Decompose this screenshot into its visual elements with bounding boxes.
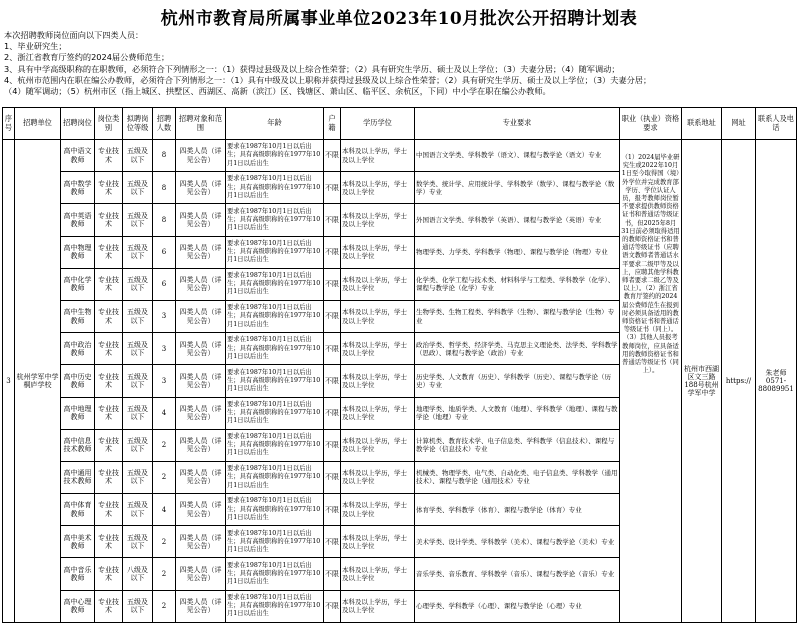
recruitment-table: [2, 107, 797, 623]
cell-education: 本科及以上学历，学士及以上学位: [341, 140, 415, 172]
cell-major: 生物学类、生物工程类、学科教学（生物）、课程与教学论（生物）专业: [415, 300, 620, 332]
cell-hukou: 不限: [324, 590, 341, 622]
header-post: 招聘岗位: [61, 108, 95, 140]
cell-education: 本科及以上学历，学士及以上学位: [341, 268, 415, 300]
cell-hukou: 不限: [324, 494, 341, 526]
cell-age: 要求在1987年10月1日以后出生；具有高级职称的在1977年10月1日以后出生: [226, 172, 324, 204]
cell-level: 五级及以下: [123, 333, 153, 365]
cell-age: 要求在1987年10月1日以后出生；具有高级职称的在1977年10月1日以后出生: [226, 397, 324, 429]
header-address: 联系地址: [682, 108, 722, 140]
cell-hukou: 不限: [324, 204, 341, 236]
cell-qualification: （1）2024届毕业研究生或2022年10月1日至今取得国（境）外学位并完成教育部学历、学位认证人员，报考教师岗位暂不要求提供教师资格证书和普通话等级证书，但2025年8月31日前必须取得适用的教师资格证书和普通话等级证书（应聘语文教师者普通话水平要求二级甲等及以上，应聘其他学科教师者要求二级乙等及以上）。（2）浙江省教育厅签约的2024届公费师范生在报到时必须具备适用的教师资格证书和普通话等级证书（同上）。（3）其他人员报考教师岗位，应具备适用的教师资格证书和普通话等级证书（同上）。: [620, 140, 682, 623]
cell-category: 专业技术: [95, 140, 123, 172]
cell-post: 高中语文教师: [61, 140, 95, 172]
cell-count: 8: [153, 140, 176, 172]
cell-level: 五级及以下: [123, 172, 153, 204]
cell-category: 专业技术: [95, 365, 123, 397]
cell-target: 四类人员（详见公告）: [176, 365, 226, 397]
cell-level: 五级及以下: [123, 268, 153, 300]
header-hukou: 户籍: [324, 108, 341, 140]
cell-age: 要求在1987年10月1日以后出生；具有高级职称的在1977年10月1日以后出生: [226, 300, 324, 332]
header-count: 招聘人数: [153, 108, 176, 140]
cell-age: 要求在1987年10月1日以后出生；具有高级职称的在1977年10月1日以后出生: [226, 526, 324, 558]
header-age: 年龄: [226, 108, 324, 140]
cell-category: 专业技术: [95, 494, 123, 526]
cell-count: 2: [153, 558, 176, 590]
cell-age: 要求在1987年10月1日以后出生；具有高级职称的在1977年10月1日以后出生: [226, 590, 324, 622]
cell-major: 物理学类、力学类、学科教学（物理）、课程与教学论（物理）专业: [415, 236, 620, 268]
cell-hukou: 不限: [324, 268, 341, 300]
cell-level: 五级及以下: [123, 429, 153, 461]
cell-post: 高中通用技术教师: [61, 461, 95, 493]
note-line: 2、浙江省教育厅签约的2024届公费师范生；: [4, 52, 170, 63]
cell-level: 五级及以下: [123, 204, 153, 236]
cell-target: 四类人员（详见公告）: [176, 140, 226, 172]
cell-contact: 朱老师 0571-88089951: [756, 140, 797, 623]
cell-major: 地理学类、地质学类、人文教育（地理）、学科教学（地理）、课程与教学论（地理）专业: [415, 397, 620, 429]
cell-count: 3: [153, 365, 176, 397]
cell-major: 体育学类、学科教学（体育）、课程与教学论（体育）专业: [415, 494, 620, 526]
cell-address: 杭州市西湖区文三路188号杭州学军中学: [682, 140, 722, 623]
cell-age: 要求在1987年10月1日以后出生；具有高级职称的在1977年10月1日以后出生: [226, 494, 324, 526]
cell-hukou: 不限: [324, 397, 341, 429]
cell-category: 专业技术: [95, 333, 123, 365]
cell-count: 3: [153, 333, 176, 365]
cell-major: 数学类、统计学、应用统计学、学科教学（数学）、课程与教学论（数学）专业: [415, 172, 620, 204]
cell-post: 高中信息技术教师: [61, 429, 95, 461]
cell-category: 专业技术: [95, 236, 123, 268]
cell-major: 中国语言文学类、学科教学（语文）、课程与教学论（语文）专业: [415, 140, 620, 172]
cell-category: 专业技术: [95, 429, 123, 461]
cell-category: 专业技术: [95, 172, 123, 204]
cell-target: 四类人员（详见公告）: [176, 461, 226, 493]
cell-hukou: 不限: [324, 172, 341, 204]
cell-age: 要求在1987年10月1日以后出生；具有高级职称的在1977年10月1日以后出生: [226, 140, 324, 172]
cell-category: 专业技术: [95, 268, 123, 300]
cell-major: 政治学类、哲学类、经济学类、马克思主义理论类、法学类、学科教学（思政）、课程与教学论（政治）专业: [415, 333, 620, 365]
cell-age: 要求在1987年10月1日以后出生；具有高级职称的在1977年10月1日以后出生: [226, 558, 324, 590]
cell-post: 高中数学教师: [61, 172, 95, 204]
cell-hukou: 不限: [324, 526, 341, 558]
cell-category: 专业技术: [95, 461, 123, 493]
header-major: 专业要求: [415, 108, 620, 140]
cell-major: 心理学类、学科教学（心理）、课程与教学论（心理）专业: [415, 590, 620, 622]
note-line: 1、毕业研究生；: [4, 41, 67, 52]
cell-education: 本科及以上学历，学士及以上学位: [341, 526, 415, 558]
cell-category: 专业技术: [95, 204, 123, 236]
cell-target: 四类人员（详见公告）: [176, 236, 226, 268]
cell-count: 8: [153, 204, 176, 236]
cell-education: 本科及以上学历，学士及以上学位: [341, 461, 415, 493]
header-unit: 招聘单位: [15, 108, 61, 140]
cell-post: 高中化学教师: [61, 268, 95, 300]
cell-education: 本科及以上学历，学士及以上学位: [341, 365, 415, 397]
cell-target: 四类人员（详见公告）: [176, 494, 226, 526]
cell-age: 要求在1987年10月1日以后出生；具有高级职称的在1977年10月1日以后出生: [226, 268, 324, 300]
cell-count: 4: [153, 494, 176, 526]
table-header-row: [3, 108, 797, 140]
cell-level: 五级及以下: [123, 236, 153, 268]
cell-post: 高中心理教师: [61, 590, 95, 622]
cell-category: 专业技术: [95, 397, 123, 429]
cell-education: 本科及以上学历，学士及以上学位: [341, 429, 415, 461]
cell-education: 本科及以上学历，学士及以上学位: [341, 236, 415, 268]
cell-category: 专业技术: [95, 300, 123, 332]
table-row: [3, 140, 797, 172]
cell-level: 五级及以下: [123, 300, 153, 332]
cell-major: 化学类、化学工程与技术类、材料科学与工程类、学科教学（化学）、课程与教学论（化学）专业: [415, 268, 620, 300]
recruitment-notes: [4, 30, 794, 97]
cell-education: 本科及以上学历，学士及以上学位: [341, 172, 415, 204]
cell-level: 五级及以下: [123, 461, 153, 493]
cell-target: 四类人员（详见公告）: [176, 333, 226, 365]
cell-post: 高中英语教师: [61, 204, 95, 236]
cell-target: 四类人员（详见公告）: [176, 204, 226, 236]
cell-age: 要求在1987年10月1日以后出生；具有高级职称的在1977年10月1日以后出生: [226, 429, 324, 461]
cell-post: 高中地理教师: [61, 397, 95, 429]
page-title: 杭州市教育局所属事业单位2023年10月批次公开招聘计划表: [160, 9, 638, 29]
cell-education: 本科及以上学历，学士及以上学位: [341, 558, 415, 590]
cell-age: 要求在1987年10月1日以后出生；具有高级职称的在1977年10月1日以后出生: [226, 365, 324, 397]
cell-post: 高中生物教师: [61, 300, 95, 332]
cell-target: 四类人员（详见公告）: [176, 590, 226, 622]
cell-hukou: 不限: [324, 558, 341, 590]
cell-count: 2: [153, 526, 176, 558]
cell-count: 2: [153, 429, 176, 461]
cell-hukou: 不限: [324, 461, 341, 493]
cell-age: 要求在1987年10月1日以后出生；具有高级职称的在1977年10月1日以后出生: [226, 333, 324, 365]
cell-level: 八级及以下: [123, 558, 153, 590]
cell-target: 四类人员（详见公告）: [176, 429, 226, 461]
cell-education: 本科及以上学历，学士及以上学位: [341, 204, 415, 236]
cell-hukou: 不限: [324, 300, 341, 332]
cell-level: 五级及以下: [123, 494, 153, 526]
cell-count: 6: [153, 236, 176, 268]
cell-education: 本科及以上学历，学士及以上学位: [341, 300, 415, 332]
cell-education: 本科及以上学历，学士及以上学位: [341, 333, 415, 365]
header-category: 岗位类别: [95, 108, 123, 140]
cell-age: 要求在1987年10月1日以后出生；具有高级职称的在1977年10月1日以后出生: [226, 204, 324, 236]
note-line: （4）随军调动；（5）杭州市区（指上城区、拱墅区、西湖区、高新（滨江）区、钱塘区、萧山区、临平区、余杭区，下同）中小学在职在编公办教师。: [4, 86, 551, 97]
cell-count: 2: [153, 461, 176, 493]
header-qualification: 职业（执业）资格要求: [620, 108, 682, 140]
header-website: 网址: [722, 108, 756, 140]
cell-major: 机械类、物理学类、电气类、自动化类、电子信息类、学科教学（通用技术）、课程与教学论（通用技术）专业: [415, 461, 620, 493]
cell-count: 8: [153, 172, 176, 204]
cell-major: 历史学类、人文教育（历史）、学科教学（历史）、课程与教学论（历史）专业: [415, 365, 620, 397]
cell-target: 四类人员（详见公告）: [176, 397, 226, 429]
cell-count: 6: [153, 268, 176, 300]
cell-count: 3: [153, 300, 176, 332]
cell-category: 专业技术: [95, 558, 123, 590]
cell-education: 本科及以上学历，学士及以上学位: [341, 590, 415, 622]
cell-seq: 3: [3, 140, 15, 623]
cell-target: 四类人员（详见公告）: [176, 558, 226, 590]
cell-education: 本科及以上学历，学士及以上学位: [341, 494, 415, 526]
cell-hukou: 不限: [324, 429, 341, 461]
cell-unit: 杭州学军中学桐庐学校: [15, 140, 61, 623]
cell-hukou: 不限: [324, 236, 341, 268]
cell-age: 要求在1987年10月1日以后出生；具有高级职称的在1977年10月1日以后出生: [226, 236, 324, 268]
cell-target: 四类人员（详见公告）: [176, 268, 226, 300]
cell-level: 五级及以下: [123, 590, 153, 622]
note-line: 4、杭州市范围内在职在编公办教师，必须符合下列情形之一：（1）具有中级及以上职称并获得过县级及以上综合性荣誉；（2）具有研究生学历、硕士及以上学位；（3）夫妻分居；: [4, 74, 652, 85]
header-target: 招聘对象和范围: [176, 108, 226, 140]
note-line: 本次招聘教师岗位面向以下四类人员：: [4, 30, 144, 40]
cell-level: 五级及以下: [123, 526, 153, 558]
cell-category: 专业技术: [95, 590, 123, 622]
header-level: 拟聘岗位等级: [123, 108, 153, 140]
cell-hukou: 不限: [324, 365, 341, 397]
header-seq: 序号: [3, 108, 15, 140]
cell-level: 五级及以下: [123, 140, 153, 172]
cell-post: 高中政治教师: [61, 333, 95, 365]
cell-major: 美术学类、设计学类、学科教学（美术）、课程与教学论（美术）专业: [415, 526, 620, 558]
cell-post: 高中物理教师: [61, 236, 95, 268]
cell-level: 五级及以下: [123, 397, 153, 429]
cell-post: 高中美术教师: [61, 526, 95, 558]
cell-major: 外国语言文学类、学科教学（英语）、课程与教学论（英语）专业: [415, 204, 620, 236]
note-line: 3、具有中学高级职称的在职教师，必须符合下列情形之一：（1）获得过县级及以上综合性荣誉；（2）具有研究生学历、硕士及以上学位；（3）夫妻分居；（4）随军调动；: [4, 63, 620, 74]
cell-post: 高中体育教师: [61, 494, 95, 526]
cell-count: 2: [153, 590, 176, 622]
header-edu: 学历学位: [341, 108, 415, 140]
cell-target: 四类人员（详见公告）: [176, 300, 226, 332]
cell-age: 要求在1987年10月1日以后出生；具有高级职称的在1977年10月1日以后出生: [226, 461, 324, 493]
cell-level: 五级及以下: [123, 365, 153, 397]
cell-major: 音乐学类、音乐教育、学科教学（音乐）、课程与教学论（音乐）专业: [415, 558, 620, 590]
cell-hukou: 不限: [324, 140, 341, 172]
cell-website-link[interactable]: https://: [722, 140, 756, 623]
cell-major: 计算机类、教育技术学、电子信息类、学科教学（信息技术）、课程与教学论（信息技术）专业: [415, 429, 620, 461]
header-contact: 联系人及电话: [756, 108, 797, 140]
cell-post: 高中历史教师: [61, 365, 95, 397]
cell-count: 4: [153, 397, 176, 429]
cell-hukou: 不限: [324, 333, 341, 365]
cell-category: 专业技术: [95, 526, 123, 558]
cell-target: 四类人员（详见公告）: [176, 172, 226, 204]
cell-education: 本科及以上学历，学士及以上学位: [341, 397, 415, 429]
cell-post: 高中音乐教师: [61, 558, 95, 590]
cell-target: 四类人员（详见公告）: [176, 526, 226, 558]
